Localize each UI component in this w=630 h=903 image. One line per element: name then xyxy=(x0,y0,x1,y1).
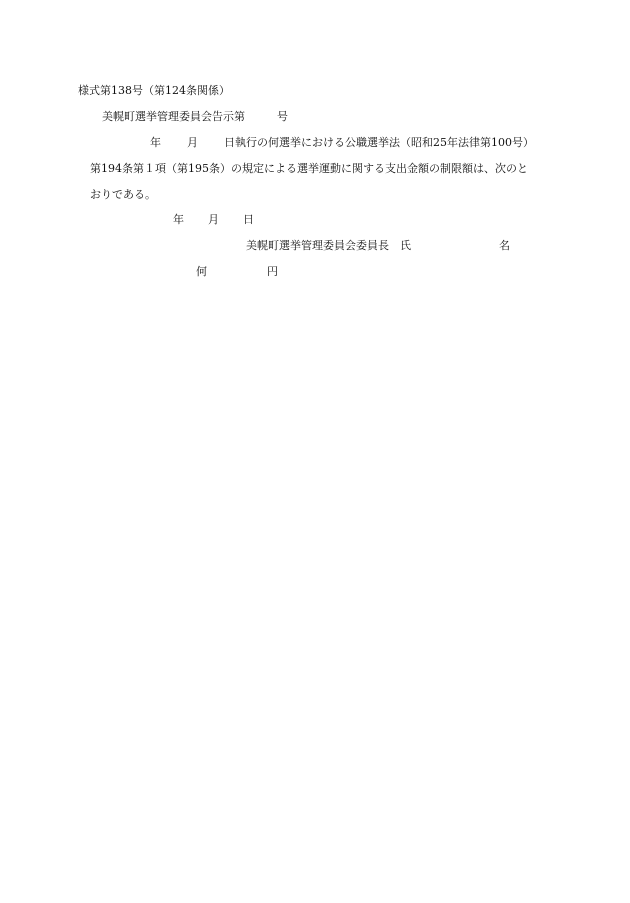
signature-name-label: 名 xyxy=(499,239,510,252)
form-label: 様式第138号（第124条関係） xyxy=(78,84,230,97)
body-year: 年 xyxy=(150,136,161,149)
date-month: 月 xyxy=(208,213,219,226)
body-month: 月 xyxy=(187,136,198,149)
amount-unit: 円 xyxy=(267,265,278,278)
body-line-1 xyxy=(150,136,534,150)
notice-title xyxy=(102,110,288,124)
body-line1-rest: 日執行の何選挙における公職選挙法（昭和25年法律第100号） xyxy=(224,136,534,149)
notice-number-suffix: 号 xyxy=(277,110,288,123)
signature-title: 美幌町選挙管理委員会委員長 氏 xyxy=(246,239,411,252)
date-day: 日 xyxy=(243,213,254,226)
body-line-3: おりである。 xyxy=(90,188,156,201)
amount-line xyxy=(196,265,278,279)
amount-label: 何 xyxy=(196,265,207,278)
signature-block xyxy=(246,239,510,253)
notice-date xyxy=(173,213,254,227)
body-line-2: 第194条第１項（第195条）の規定による選挙運動に関する支出金額の制限額は、次のと xyxy=(90,162,528,175)
notice-issuer: 美幌町選挙管理委員会告示第 xyxy=(102,110,245,123)
date-year: 年 xyxy=(173,213,184,226)
